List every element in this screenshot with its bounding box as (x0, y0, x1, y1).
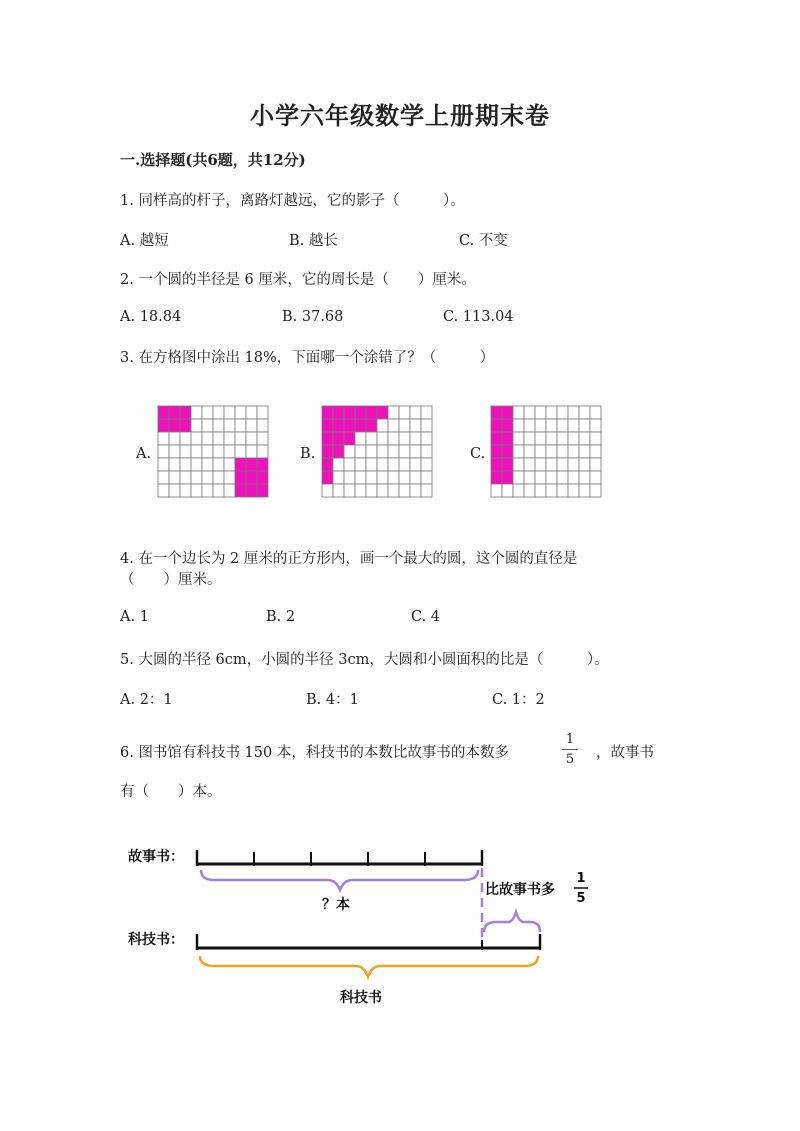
grid-cell (399, 471, 410, 484)
grid-cell (399, 432, 410, 445)
grid-cell (213, 471, 224, 484)
grid-cell (180, 419, 191, 432)
grid-cell (410, 406, 421, 419)
q2-option-a[interactable]: A. 18.84 (120, 309, 182, 325)
grid-cell (366, 406, 377, 419)
grid-cell (322, 406, 333, 419)
tech-books-total-label: 科技书 (340, 990, 382, 1006)
grid-cell (524, 458, 535, 471)
grid-cell (399, 484, 410, 497)
exam-title: 小学六年级数学上册期末卷 (250, 101, 550, 130)
q5-option-a[interactable]: A. 2：1 (120, 692, 173, 708)
grid-cell (590, 458, 601, 471)
grid-cell (535, 419, 546, 432)
grid-cell (377, 445, 388, 458)
story-books-unknown: ？本 (322, 897, 350, 913)
grid-cell (513, 419, 524, 432)
grid-cell (224, 458, 235, 471)
grid-cell (246, 406, 257, 419)
q2-option-c[interactable]: C. 113.04 (443, 309, 514, 325)
grid-cell (410, 445, 421, 458)
grid-cell (202, 432, 213, 445)
grid-cell (344, 419, 355, 432)
grid-cell (377, 458, 388, 471)
grid-cell (158, 471, 169, 484)
grid-cell (202, 419, 213, 432)
more-fraction-numerator: 1 (576, 871, 586, 886)
grid-cell (344, 445, 355, 458)
grid-cell (355, 419, 366, 432)
grid-cell (524, 445, 535, 458)
grid-cell (180, 471, 191, 484)
grid-cell (524, 406, 535, 419)
grid-cell (546, 484, 557, 497)
grid-cell (366, 484, 377, 497)
grid-cell (158, 406, 169, 419)
grid-cell (502, 484, 513, 497)
grid-cell (366, 419, 377, 432)
section-heading: 一.选择题(共6题，共12分) (120, 151, 306, 169)
grid-cell (246, 471, 257, 484)
grid-cell (568, 484, 579, 497)
grid-cell (202, 445, 213, 458)
q1-option-b[interactable]: B. 越长 (289, 233, 338, 249)
grid-cell (377, 432, 388, 445)
grid-cell (410, 432, 421, 445)
grid-cell (191, 432, 202, 445)
grid-cell (344, 432, 355, 445)
grid-cell (235, 458, 246, 471)
grid-cell (513, 484, 524, 497)
grid-cell (546, 458, 557, 471)
grid-cell (158, 432, 169, 445)
grid-cell (524, 432, 535, 445)
grid-cell (213, 458, 224, 471)
grid-cell (257, 419, 268, 432)
grid-cell (399, 419, 410, 432)
grid-cell (180, 445, 191, 458)
grid-cell (535, 484, 546, 497)
question-3-stem: 3. 在方格图中涂出 18%，下面哪一个涂错了？（ ） (120, 350, 495, 366)
grid-cell (191, 458, 202, 471)
question-4-stem-line2: （ ）厘米。 (120, 572, 222, 588)
grid-cell (344, 484, 355, 497)
grid-cell (535, 471, 546, 484)
q3-label-c[interactable]: C. (470, 446, 486, 462)
grid-cell (557, 471, 568, 484)
grid-cell (246, 458, 257, 471)
q6-fraction (562, 733, 578, 766)
grid-cell (590, 445, 601, 458)
grid-cell (568, 445, 579, 458)
question-4-stem-line1: 4. 在一个边长为 2 厘米的正方形内，画一个最大的圆，这个圆的直径是 (120, 551, 578, 567)
grid-cell (535, 406, 546, 419)
grid-cell (333, 484, 344, 497)
grid-cell (410, 484, 421, 497)
grid-cell (180, 432, 191, 445)
grid-cell (366, 445, 377, 458)
q3-label-a[interactable]: A. (136, 446, 152, 462)
q5-option-c[interactable]: C. 1：2 (492, 692, 545, 708)
grid-cell (421, 458, 432, 471)
grid-cell (169, 445, 180, 458)
grid-cell (502, 432, 513, 445)
q4-option-b[interactable]: B. 2 (266, 609, 296, 625)
story-books-label: 故事书： (128, 849, 184, 865)
grid-cell (377, 471, 388, 484)
question-1-stem: 1. 同样高的杆子，离路灯越远，它的影子（ ）。 (120, 193, 465, 209)
grid-cell (191, 445, 202, 458)
grid-cell (524, 484, 535, 497)
grid-cell (399, 458, 410, 471)
grid-cell (333, 419, 344, 432)
grid-cell (410, 471, 421, 484)
grid-cell (322, 445, 333, 458)
grid-cell (513, 445, 524, 458)
grid-cell (235, 484, 246, 497)
grid-cell (235, 419, 246, 432)
grid-cell (191, 484, 202, 497)
grid-cell (590, 406, 601, 419)
grid-cell (158, 419, 169, 432)
grid-cell (546, 432, 557, 445)
grid-cell (579, 419, 590, 432)
grid-cell (388, 419, 399, 432)
grid-cell (590, 484, 601, 497)
grid-cell (410, 458, 421, 471)
grid-cell (191, 406, 202, 419)
grid-cell (421, 432, 432, 445)
grid-cell (202, 458, 213, 471)
grid-cell (421, 471, 432, 484)
grid-cell (224, 484, 235, 497)
grid-cell (399, 445, 410, 458)
grid-cell (421, 419, 432, 432)
grid-cell (366, 471, 377, 484)
q6-line-diagram (110, 832, 610, 1012)
grid-cell (246, 484, 257, 497)
grid-cell (421, 445, 432, 458)
q5-option-b[interactable]: B. 4：1 (306, 692, 359, 708)
grid-cell (557, 445, 568, 458)
grid-cell (579, 458, 590, 471)
grid-cell (355, 432, 366, 445)
grid-cell (579, 406, 590, 419)
tech-books-label: 科技书： (128, 932, 184, 948)
grid-cell (158, 445, 169, 458)
grid-cell (235, 471, 246, 484)
grid-cell (557, 432, 568, 445)
grid-cell (579, 471, 590, 484)
grid-cell (590, 432, 601, 445)
question-6-stem-part1: 6. 图书馆有科技书 150 本，科技书的本数比故事书的本数多 (120, 745, 509, 761)
grid-cell (491, 471, 502, 484)
grid-cell (169, 406, 180, 419)
tech-books-brace (200, 956, 538, 977)
grid-cell (257, 432, 268, 445)
grid-cell (491, 406, 502, 419)
grid-cell (513, 406, 524, 419)
grid-cell (568, 458, 579, 471)
grid-cell (246, 445, 257, 458)
grid-cell (169, 471, 180, 484)
grid-cell (191, 419, 202, 432)
grid-cell (524, 471, 535, 484)
grid-cell (344, 406, 355, 419)
grid-cell (579, 445, 590, 458)
grid-cell (202, 484, 213, 497)
grid-cell (513, 471, 524, 484)
grid-cell (557, 419, 568, 432)
grid-cell (502, 445, 513, 458)
grid-cell (535, 445, 546, 458)
grid-cell (246, 432, 257, 445)
grid-cell (491, 432, 502, 445)
grid-cell (388, 471, 399, 484)
grid-cell (491, 445, 502, 458)
grid-cell (366, 432, 377, 445)
grid-cell (169, 419, 180, 432)
grid-cell (322, 432, 333, 445)
grid-cell (590, 419, 601, 432)
grid-cell (355, 484, 366, 497)
grid-cell (235, 432, 246, 445)
grid-cell (322, 458, 333, 471)
q1-option-a[interactable]: A. 越短 (120, 233, 169, 249)
grid-a[interactable] (158, 406, 268, 497)
grid-cell (568, 471, 579, 484)
grid-cell (224, 406, 235, 419)
grid-cell (180, 406, 191, 419)
grid-cell (344, 471, 355, 484)
grid-cell (410, 419, 421, 432)
q3-label-b[interactable]: B. (300, 446, 316, 462)
grid-cell (355, 445, 366, 458)
grid-cell (366, 458, 377, 471)
grid-cell (513, 458, 524, 471)
grid-cell (355, 406, 366, 419)
grid-cell (546, 419, 557, 432)
grid-cell (322, 419, 333, 432)
grid-cell (246, 419, 257, 432)
grid-cell (235, 406, 246, 419)
q3-grids (150, 398, 620, 506)
grid-cell (491, 484, 502, 497)
grid-cell (557, 406, 568, 419)
question-6-stem-line2: 有（ ）本。 (120, 784, 222, 800)
grid-cell (421, 484, 432, 497)
grid-cell (180, 458, 191, 471)
grid-cell (180, 484, 191, 497)
grid-cell (491, 458, 502, 471)
grid-cell (355, 471, 366, 484)
grid-cell (257, 471, 268, 484)
grid-cell (388, 484, 399, 497)
grid-cell (491, 419, 502, 432)
grid-cell (235, 445, 246, 458)
grid-cell (333, 458, 344, 471)
grid-c[interactable] (491, 406, 601, 497)
grid-cell (524, 419, 535, 432)
grid-cell (388, 406, 399, 419)
grid-cell (399, 406, 410, 419)
more-fraction-denominator: 5 (576, 891, 586, 906)
grid-cell (502, 471, 513, 484)
grid-cell (213, 406, 224, 419)
grid-cell (224, 445, 235, 458)
grid-cell (224, 419, 235, 432)
story-books-brace (201, 870, 478, 890)
story-books-bar (197, 850, 482, 866)
grid-cell (202, 471, 213, 484)
grid-cell (377, 406, 388, 419)
q4-option-a[interactable]: A. 1 (120, 609, 149, 625)
grid-cell (502, 458, 513, 471)
grid-cell (213, 445, 224, 458)
question-2-stem: 2. 一个圆的半径是 6 厘米，它的周长是（ ）厘米。 (120, 272, 476, 288)
question-6-stem-part2: ，故事书 (596, 745, 654, 761)
grid-cell (388, 458, 399, 471)
grid-cell (257, 458, 268, 471)
grid-cell (502, 406, 513, 419)
grid-cell (388, 445, 399, 458)
grid-cell (333, 471, 344, 484)
grid-cell (579, 432, 590, 445)
grid-cell (355, 458, 366, 471)
q2-option-b[interactable]: B. 37.68 (282, 309, 344, 325)
grid-cell (202, 406, 213, 419)
grid-cell (322, 471, 333, 484)
grid-cell (579, 484, 590, 497)
grid-cell (344, 458, 355, 471)
grid-cell (257, 406, 268, 419)
q6-fraction-denominator: 5 (565, 752, 575, 767)
grid-cell (568, 419, 579, 432)
q4-option-c[interactable]: C. 4 (411, 609, 441, 625)
grid-cell (377, 419, 388, 432)
grid-cell (257, 484, 268, 497)
grid-cell (546, 445, 557, 458)
grid-cell (158, 458, 169, 471)
grid-cell (224, 471, 235, 484)
grid-cell (213, 419, 224, 432)
grid-cell (333, 406, 344, 419)
grid-cell (421, 406, 432, 419)
grid-cell (568, 432, 579, 445)
grid-cell (213, 484, 224, 497)
grid-cell (333, 432, 344, 445)
tech-books-bar (197, 934, 540, 950)
grid-cell (333, 445, 344, 458)
grid-cell (377, 484, 388, 497)
more-than-label: 比故事书多 (485, 882, 555, 898)
grid-cell (546, 471, 557, 484)
grid-cell (513, 432, 524, 445)
q1-option-c[interactable]: C. 不变 (459, 233, 508, 249)
grid-cell (213, 432, 224, 445)
grid-cell (535, 432, 546, 445)
grid-b[interactable] (322, 406, 432, 497)
grid-cell (169, 432, 180, 445)
grid-cell (169, 458, 180, 471)
grid-cell (546, 406, 557, 419)
question-5-stem: 5. 大圆的半径 6cm，小圆的半径 3cm，大圆和小圆面积的比是（ ）。 (120, 652, 609, 668)
grid-cell (169, 484, 180, 497)
grid-cell (322, 484, 333, 497)
grid-cell (568, 406, 579, 419)
extra-segment-brace (484, 912, 540, 932)
grid-cell (191, 471, 202, 484)
grid-cell (590, 471, 601, 484)
grid-cell (557, 458, 568, 471)
grid-cell (557, 484, 568, 497)
grid-cell (224, 432, 235, 445)
q6-fraction-numerator: 1 (565, 732, 575, 747)
grid-cell (158, 484, 169, 497)
grid-cell (388, 432, 399, 445)
grid-cell (257, 445, 268, 458)
grid-cell (535, 458, 546, 471)
grid-cell (502, 419, 513, 432)
